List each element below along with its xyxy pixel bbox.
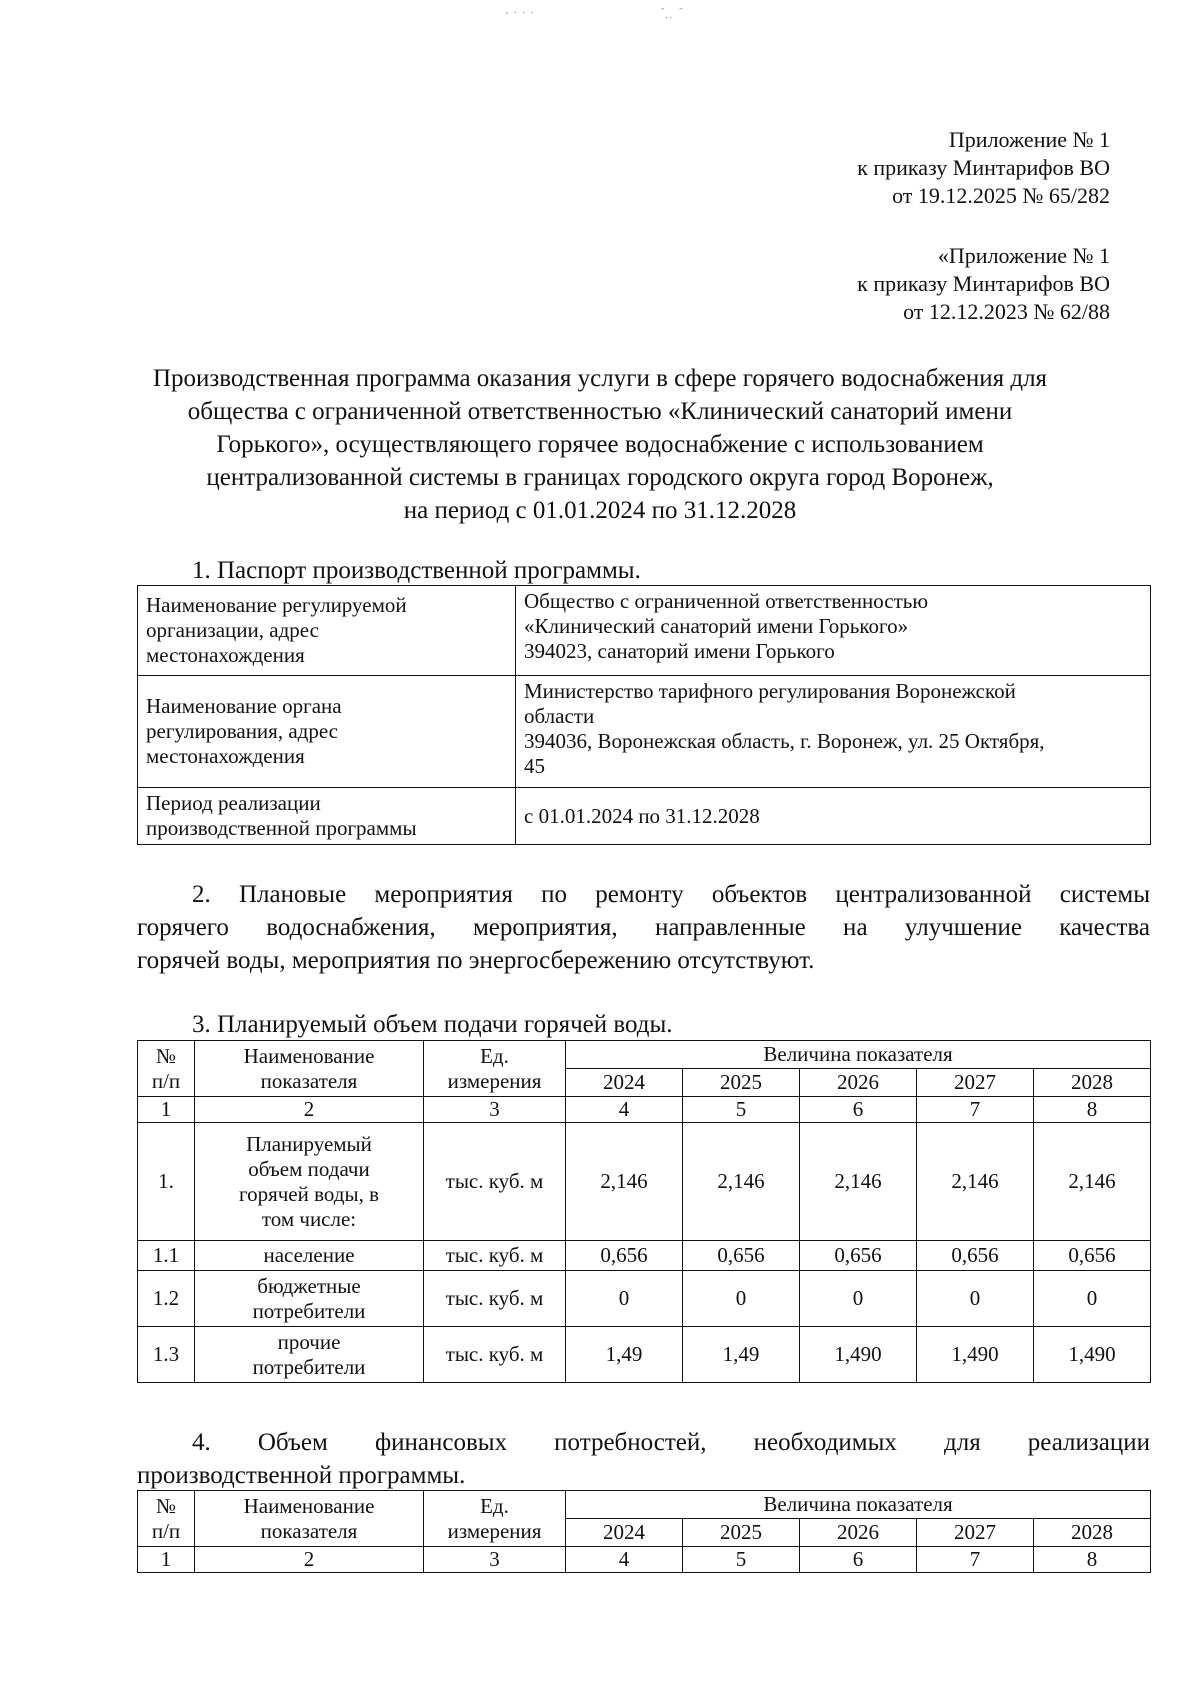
header-unit: Ед. измерения bbox=[424, 1041, 566, 1097]
header-name: Наименование показателя bbox=[195, 1041, 424, 1097]
section2-paragraph: 2. Плановые мероприятия по ремонту объектов централизованной системы горячего водоснабжения, мероприятия, направленные на улучшение качества горячей воды, мероприятия по энергосбережению отсутствуют. bbox=[137, 881, 1150, 974]
passport-value: Министерство тарифного регулирования Воронежской области 394036, Воронежская область, г. Воронеж, ул. 25 Октября, 45 bbox=[516, 676, 1151, 788]
header-year: 2027 bbox=[917, 1519, 1034, 1547]
passport-table bbox=[137, 585, 1151, 845]
header-year: 2027 bbox=[917, 1069, 1034, 1097]
row-name: Планируемый объем подачи горячей воды, в том числе: bbox=[195, 1123, 424, 1241]
table-header-row bbox=[138, 1491, 1151, 1519]
appendix-current: Приложение № 1 к приказу Минтарифов ВО от 19.12.2025 № 65/282 bbox=[857, 127, 1110, 208]
table-row bbox=[138, 788, 1151, 845]
header-year: 2024 bbox=[566, 1069, 683, 1097]
table-row bbox=[138, 676, 1151, 788]
table-index-row: 1 2 3 4 5 6 7 8 bbox=[138, 1547, 1151, 1573]
header-num: № п/п bbox=[138, 1491, 195, 1547]
table-index-row: 1 2 3 4 5 6 7 8 bbox=[138, 1097, 1151, 1123]
table-row: 1.2 бюджетные потребители тыс. куб. м 0 0 0 0 0 bbox=[138, 1271, 1151, 1327]
hot-water-volume-table bbox=[137, 1040, 1151, 1383]
header-year: 2024 bbox=[566, 1519, 683, 1547]
table-header-row bbox=[138, 1041, 1151, 1069]
header-group: Величина показателя bbox=[566, 1491, 1151, 1519]
scan-artifact-right: ˉ ̦ ̦ ˉ bbox=[660, 8, 685, 19]
header-year: 2025 bbox=[683, 1519, 800, 1547]
row-name: бюджетные потребители bbox=[195, 1271, 424, 1327]
header-group: Величина показателя bbox=[566, 1041, 1151, 1069]
passport-label: Наименование регулируемой организации, адрес местонахождения bbox=[138, 586, 516, 676]
table-row: 1. Планируемый объем подачи горячей воды, в том числе: тыс. куб. м 2,146 2,146 2,146 2,146 2,146 bbox=[138, 1123, 1151, 1241]
header-year: 2025 bbox=[683, 1069, 800, 1097]
table-row: 1.1 население тыс. куб. м 0,656 0,656 0,656 0,656 0,656 bbox=[138, 1241, 1151, 1271]
header-year: 2026 bbox=[800, 1069, 917, 1097]
financial-needs-table bbox=[137, 1490, 1151, 1573]
header-name: Наименование показателя bbox=[195, 1491, 424, 1547]
section4-paragraph: 4. Объем финансовых потребностей, необходимых для реализации производственной программы. bbox=[137, 1429, 1150, 1489]
passport-label: Наименование органа регулирования, адрес местонахождения bbox=[138, 676, 516, 788]
header-unit: Ед. измерения bbox=[424, 1491, 566, 1547]
scan-artifact-left: - · · · bbox=[505, 8, 535, 19]
table-row: 1.3 прочие потребители тыс. куб. м 1,49 1,49 1,490 1,490 1,490 bbox=[138, 1327, 1151, 1383]
passport-label: Период реализации производственной программы bbox=[138, 788, 516, 845]
passport-value: Общество с ограниченной ответственностью «Клинический санаторий имени Горького» 394023, санаторий имени Горького bbox=[516, 586, 1151, 676]
section3-heading: 3. Планируемый объем подачи горячей воды. bbox=[192, 1011, 673, 1038]
section1-heading: 1. Паспорт производственной программы. bbox=[192, 557, 641, 584]
header-year: 2026 bbox=[800, 1519, 917, 1547]
header-year: 2028 bbox=[1034, 1069, 1151, 1097]
passport-value: с 01.01.2024 по 31.12.2028 bbox=[516, 788, 1151, 845]
table-row bbox=[138, 586, 1151, 676]
header-year: 2028 bbox=[1034, 1519, 1151, 1547]
appendix-previous: «Приложение № 1 к приказу Минтарифов ВО от 12.12.2023 № 62/88 bbox=[857, 243, 1110, 324]
row-name: прочие потребители bbox=[195, 1327, 424, 1383]
row-name: население bbox=[195, 1241, 424, 1271]
document-title: Производственная программа оказания услуги в сфере горячего водоснабжения для общества с ограниченной ответственностью «Клинический санаторий имени Горького», осуществляющего горячее водоснабжение с использованием централизованной системы в границах городского округа город Воронеж, на период с 01.01.2024 по 31.12.2028 bbox=[152, 365, 1048, 524]
header-num: № п/п bbox=[138, 1041, 195, 1097]
